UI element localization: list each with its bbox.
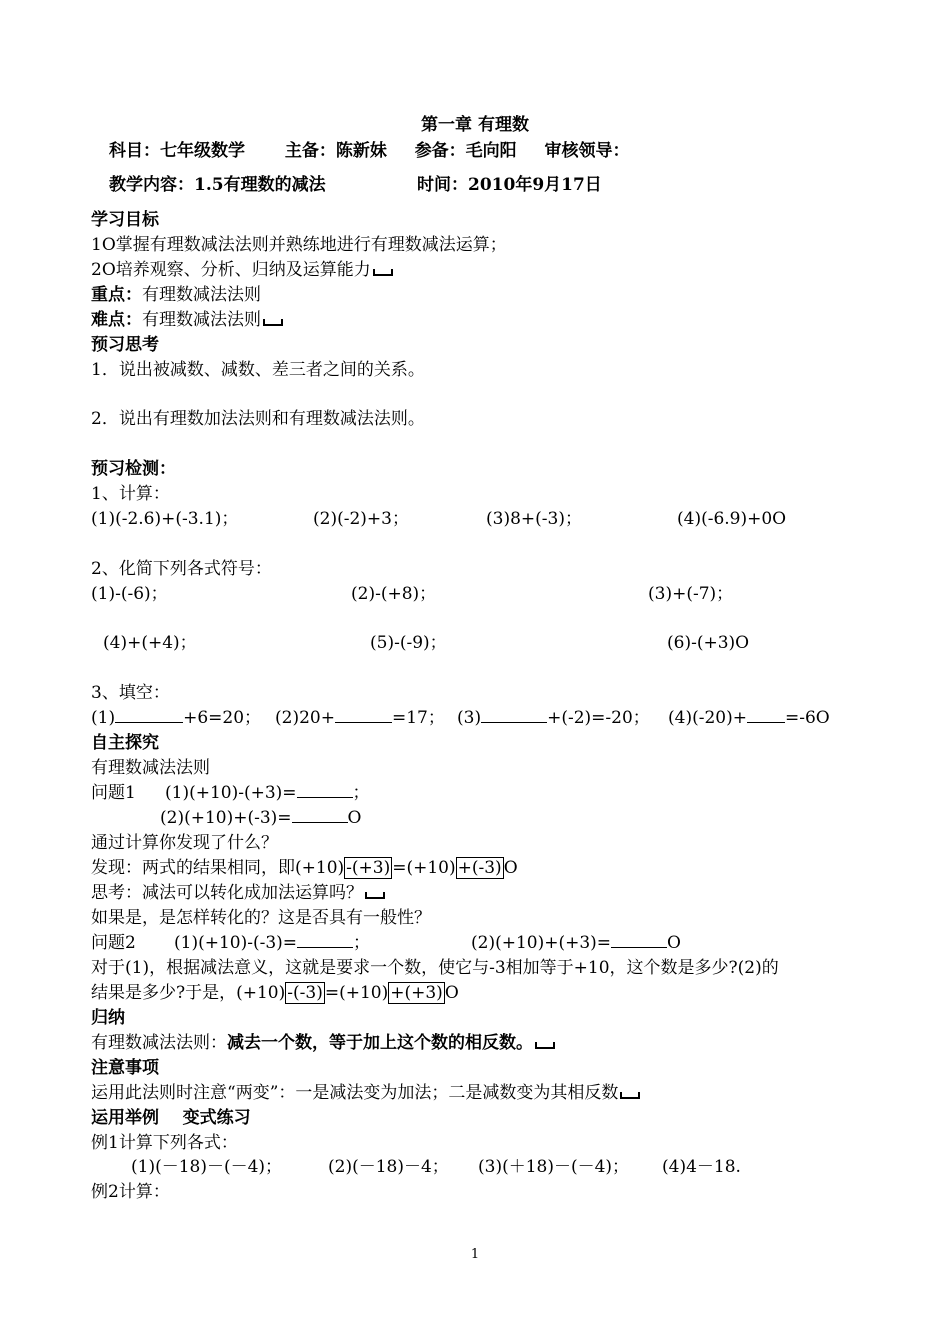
content-line <box>109 173 326 197</box>
page-number: 1 <box>470 1247 480 1262</box>
difficulty-text: 有理数减法法则 <box>142 310 261 330</box>
explain-text: 结果是多少?于是，(+10) <box>91 983 286 1003</box>
problem-2-b <box>471 931 681 955</box>
answer-blank[interactable] <box>297 931 353 948</box>
chapter-title: 第一章 有理数 <box>421 115 529 135</box>
expression: (1)(+10)-(-3)= <box>174 933 298 953</box>
problem-2-a <box>174 931 370 955</box>
example-1-item: (2)(－18)－4； <box>328 1157 449 1177</box>
objective-2: 2O培养观察、分析、归纳及运算能力 <box>91 260 371 280</box>
paragraph-mark-icon <box>373 269 393 276</box>
check-s2-item: (3)+(-7)； <box>648 584 734 604</box>
fill-blank-prefix: (2)20+ <box>275 708 335 728</box>
explain-paragraph-1: 对于(1)，根据减法意义，这就是要求一个数，使它与-3相加等于+10，这个数是多少?(2)的 <box>91 958 779 978</box>
answer-blank[interactable] <box>292 806 348 823</box>
question-found: 通过计算你发现了什么？ <box>91 833 278 853</box>
check-s2-item: (2)-(+8)； <box>351 584 437 604</box>
fill-blank-2 <box>275 706 445 730</box>
how-line: 如果是，是怎样转化的？这是否具有一般性？ <box>91 908 431 928</box>
check-s2-item: (6)-(+3)O <box>667 633 750 653</box>
summary-title: 归纳 <box>91 1008 125 1028</box>
notes-title: 注意事项 <box>91 1058 159 1078</box>
check-s1-item: (3)8+(-3)； <box>486 509 582 529</box>
found-text: 发现：两式的结果相同，即(+10) <box>91 858 345 878</box>
check-s1-item: (1)(-2.6)+(-3.1)； <box>91 509 239 529</box>
boxed-expression: +(-3) <box>457 858 502 878</box>
paragraph-mark-icon <box>620 1092 640 1099</box>
check-title: 预习检测： <box>91 459 176 479</box>
check-s1-item: (4)(-6.9)+0O <box>677 509 787 529</box>
subject: 科目：七年级数学 <box>109 141 245 161</box>
problem-1-b <box>160 806 361 830</box>
problem-1-a <box>165 781 370 805</box>
fill-blank-suffix: +6=20； <box>183 708 262 728</box>
key-text: 有理数减法法则 <box>142 285 261 305</box>
fill-blank-prefix: (4)(-20)+ <box>668 708 747 728</box>
notes-line <box>91 1081 640 1105</box>
think-line <box>91 881 385 905</box>
check-s2-item: (4)+(+4)； <box>103 633 197 653</box>
preview-q2: 2．说出有理数加法法则和有理数减法法则。 <box>91 409 425 429</box>
fill-blank-3 <box>457 706 650 730</box>
expression: (2)(+10)+(+3)= <box>471 933 612 953</box>
expression: (1)(+10)-(+3)= <box>165 783 297 803</box>
expression-end: ； <box>353 933 371 953</box>
difficulty-line <box>91 308 283 332</box>
objective-1: 1O掌握有理数减法法则并熟练地进行有理数减法运算； <box>91 235 507 255</box>
explain-text: =(+10) <box>324 983 389 1003</box>
check-s1-item: (2)(-2)+3； <box>313 509 409 529</box>
expression-end: O <box>347 808 362 828</box>
expression: (2)(+10)+(-3)= <box>160 808 292 828</box>
example-1: 例1计算下列各式： <box>91 1133 238 1153</box>
explain-text: O <box>444 983 459 1003</box>
teaching-time: 时间：2010年9月17日 <box>417 175 602 195</box>
answer-blank[interactable] <box>481 706 547 723</box>
paragraph-mark-icon <box>263 319 283 326</box>
subject-line <box>109 139 630 163</box>
fill-blank-4 <box>668 706 830 730</box>
rule-text: 减去一个数，等于加上这个数的相反数。 <box>227 1033 533 1053</box>
check-s2-item: (1)-(-6)； <box>91 584 168 604</box>
explain-paragraph-2 <box>91 981 459 1005</box>
expression-end: O <box>667 933 681 953</box>
rule-label: 有理数减法法则： <box>91 1033 227 1053</box>
preview-q1: 1．说出被减数、减数、差三者之间的关系。 <box>91 360 425 380</box>
reviewer: 审核领导： <box>544 141 630 161</box>
co-author: 参备：毛向阳 <box>414 141 517 161</box>
paragraph-mark-icon <box>535 1042 555 1049</box>
key-label: 重点： <box>91 285 142 305</box>
example-1-item: (1)(－18)－(－4)； <box>131 1157 283 1177</box>
fill-blank-suffix: =-6O <box>784 708 830 728</box>
example-1-item: (3)(＋18)－(－4)； <box>478 1157 630 1177</box>
teaching-content: 教学内容：1.5有理数的减法 <box>109 175 326 195</box>
author: 主备：陈新妹 <box>284 141 387 161</box>
explore-rule: 有理数减法法则 <box>91 758 210 778</box>
answer-blank[interactable] <box>335 706 392 723</box>
boxed-expression: +(+3) <box>390 983 443 1003</box>
objective-2-line <box>91 258 393 282</box>
answer-blank[interactable] <box>297 781 353 798</box>
key-point-line <box>91 283 261 307</box>
problem-1-label: 问题1 <box>91 783 136 803</box>
objectives-title: 学习目标 <box>91 210 159 230</box>
check-s2-item: (5)-(-9)； <box>370 633 447 653</box>
found-text: =(+10) <box>392 858 456 878</box>
preview-title: 预习思考 <box>91 335 159 355</box>
fill-blank-1 <box>91 706 261 730</box>
check-s3-title: 3、填空： <box>91 683 170 703</box>
problem-2-label: 问题2 <box>91 933 136 953</box>
fill-blank-prefix: (3) <box>457 708 482 728</box>
example-2: 例2计算： <box>91 1182 170 1202</box>
fill-blank-prefix: (1) <box>91 708 116 728</box>
fill-blank-suffix: +(-2)=-20； <box>547 708 650 728</box>
boxed-expression: -(+3) <box>346 858 391 878</box>
found-text: O <box>503 858 518 878</box>
examples-title: 运用举例 变式练习 <box>91 1108 251 1128</box>
found-line <box>91 856 518 880</box>
paragraph-mark-icon <box>365 892 385 899</box>
boxed-expression: -(-3) <box>287 983 323 1003</box>
summary-rule-line <box>91 1031 555 1055</box>
answer-blank[interactable] <box>115 706 183 723</box>
fill-blank-suffix: =17； <box>391 708 445 728</box>
answer-blank[interactable] <box>611 931 667 948</box>
think-text: 思考：减法可以转化成加法运算吗？ <box>91 883 363 903</box>
check-s1-title: 1、计算： <box>91 484 170 504</box>
notes-text: 运用此法则时注意“两变”：一是减法变为加法；二是减数变为其相反数 <box>91 1083 619 1103</box>
explore-title: 自主探究 <box>91 733 159 753</box>
expression-end: ； <box>352 783 370 803</box>
example-1-item: (4)4－18. <box>662 1157 741 1177</box>
difficulty-label: 难点： <box>91 310 142 330</box>
answer-blank[interactable] <box>747 706 785 723</box>
check-s2-title: 2、化简下列各式符号： <box>91 559 272 579</box>
